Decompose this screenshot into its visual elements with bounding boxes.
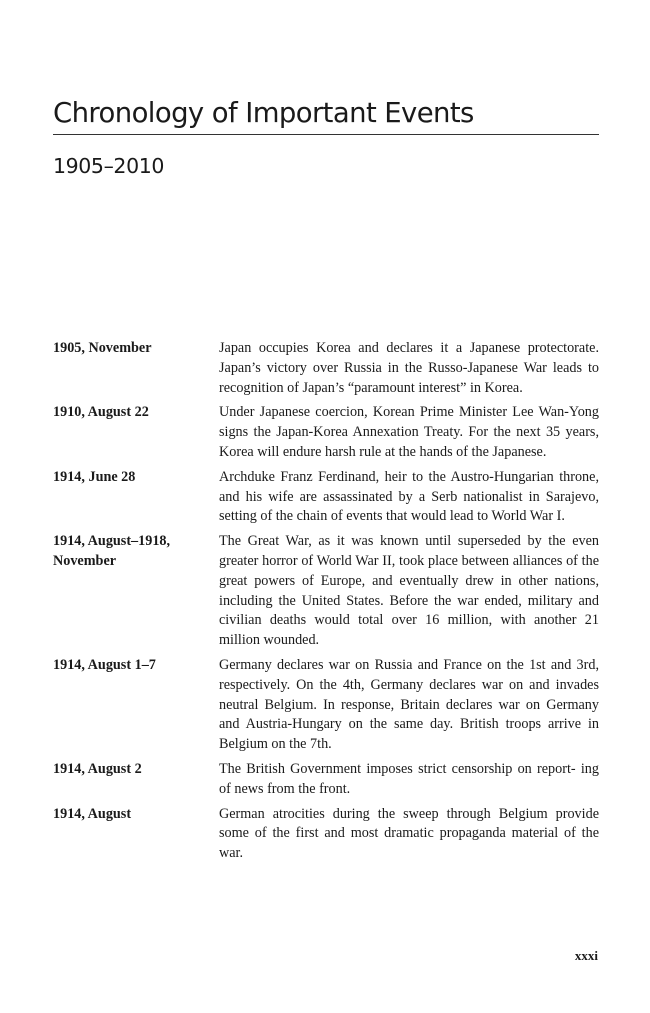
entry-date: 1914, August 1–7 [53, 656, 156, 673]
entry-date: 1914, August [53, 805, 132, 822]
chronology-entry [53, 403, 599, 462]
entry-date: 1914, June 28 [53, 468, 136, 485]
entry-date: 1914, August–1918, November [53, 533, 171, 569]
page-title: Chronology of Important Events [53, 97, 474, 129]
chronology-entry [53, 532, 599, 651]
page-subtitle: 1905–2010 [53, 154, 164, 178]
title-divider [53, 134, 599, 135]
entry-date: 1905, November [53, 340, 152, 356]
entry-text: Archduke Franz Ferdinand, heir to the Austro-Hungarian throne, and his wife are assassinated by a Serb nationalist in Sarajevo, setting of the chain of events that would lead to World War I. [219, 468, 599, 525]
entry-text: Japan occupies Korea and declares it a Japanese protectorate. Japan’s victory over Russia in the Russo-Japanese War leads to recognition of Japan’s “paramount interest” in Korea. [219, 340, 599, 396]
entry-text: The British Government imposes strict censorship on report- ing of news from the front. [219, 760, 599, 797]
chronology-entry [53, 339, 599, 398]
entry-text: Under Japanese coercion, Korean Prime Minister Lee Wan-Yong signs the Japan-Korea Annexation Treaty. For the next 35 years, Korea will endure harsh rule at the hands of the Japanese. [219, 404, 599, 460]
chronology-entry [53, 805, 599, 864]
chronology-entry [53, 760, 599, 800]
chronology-list [53, 339, 599, 869]
chronology-entry [53, 468, 599, 527]
chronology-entry [53, 656, 599, 755]
entry-text: The Great War, as it was known until superseded by the even greater horror of World War II, took place between alliances of the great powers of Europe, and eventually drew in other nations, including the United States. Before the war ended, military and civilian deaths would total over 16 million, with another 21 million wounded. [219, 533, 599, 649]
page-number: xxxi [574, 948, 598, 963]
entry-date: 1910, August 22 [53, 404, 149, 421]
entry-date: 1914, August 2 [53, 760, 142, 777]
entry-text: German atrocities during the sweep through Belgium provide some of the first and most dramatic propaganda material of the war. [219, 805, 599, 862]
entry-text: Germany declares war on Russia and France on the 1st and 3rd, respectively. On the 4th, Germany declares war on and invades neutral Belgium. In response, Britain declares war on Germany and Austria-Hungary on the same day. British troops arrive in Belgium on the 7th. [219, 656, 599, 753]
